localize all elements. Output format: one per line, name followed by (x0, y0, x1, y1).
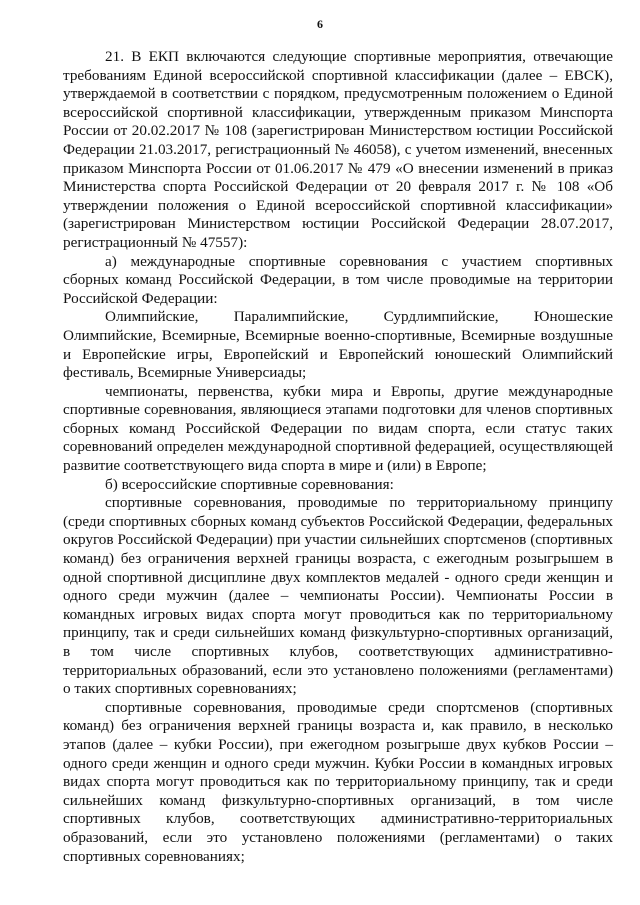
paragraph-item-21: 21. В ЕКП включаются следующие спортивные мероприятия, отвечающие требованиям Единой всероссийской спортивной классификации (далее – ЕВСК), утверждаемой в соответствии с порядком, предусмотренным положением о Единой всероссийской спортивной классификации, утвержденным приказом Минспорта России от 20.02.2017 № 108 (зарегистрирован Министерством юстиции Российской Федерации 21.03.2017, регистрационный № 46058), с учетом изменений, внесенных приказом Минспорта России от 01.06.2017 № 479 «О внесении изменений в приказ Министерства спорта Российской Федерации от 20 февраля 2017 г. № 108 «Об утверждении положения о Единой всероссийской спортивной классификации» (зарегистрирован Министерством юстиции Российской Федерации 28.07.2017, регистрационный № 47557): (63, 48, 613, 251)
paragraph-all-russian-competitions: б) всероссийские спортивные соревнования: (105, 475, 394, 493)
paragraph-international-competitions: а) международные спортивные соревнования с участием спортивных сборных команд Российской Федерации, в том числе проводимые на территории Российской Федерации: (63, 252, 613, 307)
paragraph-russian-championships: спортивные соревнования, проводимые по территориальному принципу (среди спортивных сборных команд субъектов Российской Федерации, федеральных округов Российской Федерации) при участии сильнейших спортсменов (спортивных команд) без ограничения верхней границы возраста, с ежегодным розыгрышем в одной спортивной дисциплине двух комплектов медалей - одного среди женщин и одного среди мужчин (далее – чемпионаты России). Чемпионаты России в командных игровых видах спорта могут проводиться как по территориальному принципу, так и среди сильнейших команд физкультурно-спортивных организаций, в том числе спортивных клубов, соответствующих административно-территориальных образований, если это установлено положениями (регламентами) о таких спортивных соревнованиях; (63, 494, 613, 698)
page-number: 6 (317, 17, 323, 31)
paragraph-world-european-championships: чемпионаты, первенства, кубки мира и Европы, другие международные спортивные соревнования, являющиеся этапами подготовки для членов спортивных сборных команд Российской Федерации по видам спорта, если статус таких соревнований определен международной спортивной федерацией, осуществляющей развитие соответствующего вида спорта в мире и (или) в Европе; (63, 382, 613, 475)
paragraph-olympic-games-list: Олимпийские, Паралимпийские, Сурдлимпийские, Юношеские Олимпийские, Всемирные, Всемирные военно-спортивные, Всемирные воздушные и Европейские игры, Европейский и Европейский юношеский Олимпийский фестиваль, Всемирные Универсиады; (63, 308, 613, 382)
document-body (63, 48, 613, 866)
paragraph-russian-cups: спортивные соревнования, проводимые среди спортсменов (спортивных команд) без ограничения верхней границы возраста и, как правило, в несколько этапов (далее – кубки России), при ежегодном розыгрыше двух кубков России – одного среди женщин и одного среди мужчин. Кубки России в командных игровых видах спорта могут проводиться как по территориальному принципу, так и среди сильнейших команд физкультурно-спортивных организаций, в том числе спортивных клубов, соответствующих административно-территориальных образований, если это установлено положениями (регламентами) о таких спортивных соревнованиях; (63, 698, 613, 865)
